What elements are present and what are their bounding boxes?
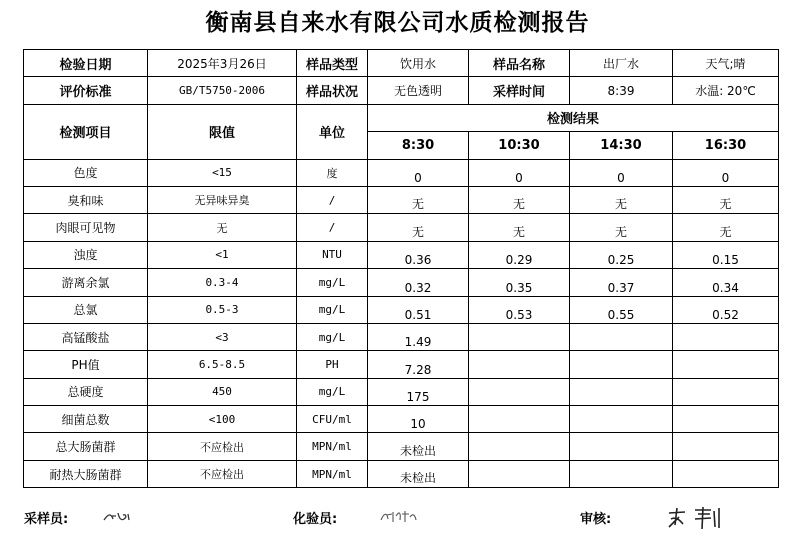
table-row	[24, 406, 779, 433]
result-cell: 10	[368, 406, 469, 433]
results-header: 检测结果	[368, 104, 779, 131]
limit-cell: 无	[148, 214, 297, 241]
table-row	[24, 378, 779, 405]
result-cell: 无	[570, 214, 673, 241]
result-cell	[673, 351, 779, 378]
limit-cell: 6.5-8.5	[148, 351, 297, 378]
item-cell: 浊度	[24, 241, 148, 268]
result-cell	[469, 323, 570, 350]
result-cell: 0.35	[469, 269, 570, 296]
date-value: 2025年3月26日	[148, 50, 297, 77]
item-cell: 肉眼可见物	[24, 214, 148, 241]
item-cell: PH值	[24, 351, 148, 378]
result-cell	[673, 460, 779, 487]
result-cell: 0.53	[469, 296, 570, 323]
result-cell: 未检出	[368, 460, 469, 487]
unit-cell: /	[297, 214, 368, 241]
unit-cell: mg/L	[297, 269, 368, 296]
inspector-signature	[379, 508, 419, 530]
item-cell: 总大肠菌群	[24, 433, 148, 460]
header-row-1	[24, 104, 779, 131]
item-cell: 色度	[24, 159, 148, 186]
limit-cell: <3	[148, 323, 297, 350]
unit-cell: MPN/ml	[297, 433, 368, 460]
table-row	[24, 433, 779, 460]
result-cell: 7.28	[368, 351, 469, 378]
unit-cell: mg/L	[297, 296, 368, 323]
standard-value: GB/T5750-2006	[148, 77, 297, 104]
time-header: 8:30	[368, 132, 469, 159]
result-cell	[673, 433, 779, 460]
report-title: 衡南县自来水有限公司水质检测报告	[205, 10, 590, 36]
result-cell	[570, 323, 673, 350]
limit-cell: <1	[148, 241, 297, 268]
table-row	[24, 269, 779, 296]
result-cell: 0	[570, 159, 673, 186]
result-cell: 0.51	[368, 296, 469, 323]
result-cell	[570, 460, 673, 487]
limit-cell: 0.3-4	[148, 269, 297, 296]
table-row	[24, 323, 779, 350]
time-header: 14:30	[570, 132, 673, 159]
result-cell: 无	[469, 214, 570, 241]
sampler-signature	[102, 510, 132, 527]
limit-cell: <100	[148, 406, 297, 433]
sampling-time-value: 8:39	[570, 77, 673, 104]
unit-cell: NTU	[297, 241, 368, 268]
result-cell: 无	[673, 186, 779, 213]
item-cell: 细菌总数	[24, 406, 148, 433]
unit-cell: mg/L	[297, 323, 368, 350]
sample-name-label: 样品名称	[469, 50, 570, 77]
time-header: 16:30	[673, 132, 779, 159]
result-cell: 无	[368, 186, 469, 213]
sample-status-value: 无色透明	[368, 77, 469, 104]
result-cell: 无	[368, 214, 469, 241]
limit-header: 限值	[148, 104, 297, 159]
sample-type-value: 饮用水	[368, 50, 469, 77]
result-cell: 0.52	[673, 296, 779, 323]
limit-cell: 无异味异臭	[148, 186, 297, 213]
unit-cell: /	[297, 186, 368, 213]
result-cell	[673, 378, 779, 405]
result-cell: 0.36	[368, 241, 469, 268]
table-row	[24, 186, 779, 213]
sample-type-label: 样品类型	[297, 50, 368, 77]
result-cell	[469, 433, 570, 460]
result-cell	[469, 351, 570, 378]
limit-cell: 不应检出	[148, 460, 297, 487]
result-cell: 0.32	[368, 269, 469, 296]
meta-row-2	[24, 77, 779, 104]
result-cell: 无	[469, 186, 570, 213]
result-cell: 0	[673, 159, 779, 186]
time-header: 10:30	[469, 132, 570, 159]
unit-cell: mg/L	[297, 378, 368, 405]
unit-cell: MPN/ml	[297, 460, 368, 487]
limit-cell: 450	[148, 378, 297, 405]
table-row	[24, 296, 779, 323]
result-cell	[570, 351, 673, 378]
table-row	[24, 460, 779, 487]
result-cell	[570, 433, 673, 460]
limit-cell: 不应检出	[148, 433, 297, 460]
result-cell: 0	[368, 159, 469, 186]
report-table	[23, 49, 779, 488]
result-cell	[469, 460, 570, 487]
result-cell: 无	[570, 186, 673, 213]
reviewer-label: 审核:	[580, 512, 612, 527]
item-cell: 总硬度	[24, 378, 148, 405]
unit-cell: 度	[297, 159, 368, 186]
result-cell: 0.34	[673, 269, 779, 296]
result-cell: 未检出	[368, 433, 469, 460]
date-label: 检验日期	[24, 50, 148, 77]
water-temp-value: 水温: 20℃	[673, 77, 779, 104]
result-cell: 无	[673, 214, 779, 241]
result-cell: 0.15	[673, 241, 779, 268]
result-cell	[570, 378, 673, 405]
table-row	[24, 214, 779, 241]
reviewer-signature	[665, 505, 723, 535]
result-cell	[570, 406, 673, 433]
result-cell: 0.25	[570, 241, 673, 268]
standard-label: 评价标准	[24, 77, 148, 104]
result-cell: 0	[469, 159, 570, 186]
unit-header: 单位	[297, 104, 368, 159]
result-cell: 0.29	[469, 241, 570, 268]
inspector-label: 化验员:	[293, 512, 338, 527]
sample-status-label: 样品状况	[297, 77, 368, 104]
result-cell	[673, 323, 779, 350]
table-row	[24, 241, 779, 268]
result-cell	[673, 406, 779, 433]
item-cell: 高锰酸盐	[24, 323, 148, 350]
sampling-time-label: 采样时间	[469, 77, 570, 104]
weather-value: 天气;晴	[673, 50, 779, 77]
item-cell: 游离余氯	[24, 269, 148, 296]
table-row	[24, 351, 779, 378]
table-row	[24, 159, 779, 186]
result-cell: 1.49	[368, 323, 469, 350]
item-cell: 耐热大肠菌群	[24, 460, 148, 487]
result-cell	[469, 406, 570, 433]
meta-row-1	[24, 50, 779, 77]
item-cell: 总氯	[24, 296, 148, 323]
result-cell: 0.37	[570, 269, 673, 296]
limit-cell: <15	[148, 159, 297, 186]
limit-cell: 0.5-3	[148, 296, 297, 323]
sample-name-value: 出厂水	[570, 50, 673, 77]
result-cell: 175	[368, 378, 469, 405]
unit-cell: PH	[297, 351, 368, 378]
result-cell: 0.55	[570, 296, 673, 323]
result-cell	[469, 378, 570, 405]
sampler-label: 采样员:	[24, 512, 69, 527]
item-header: 检测项目	[24, 104, 148, 159]
unit-cell: CFU/ml	[297, 406, 368, 433]
item-cell: 臭和味	[24, 186, 148, 213]
